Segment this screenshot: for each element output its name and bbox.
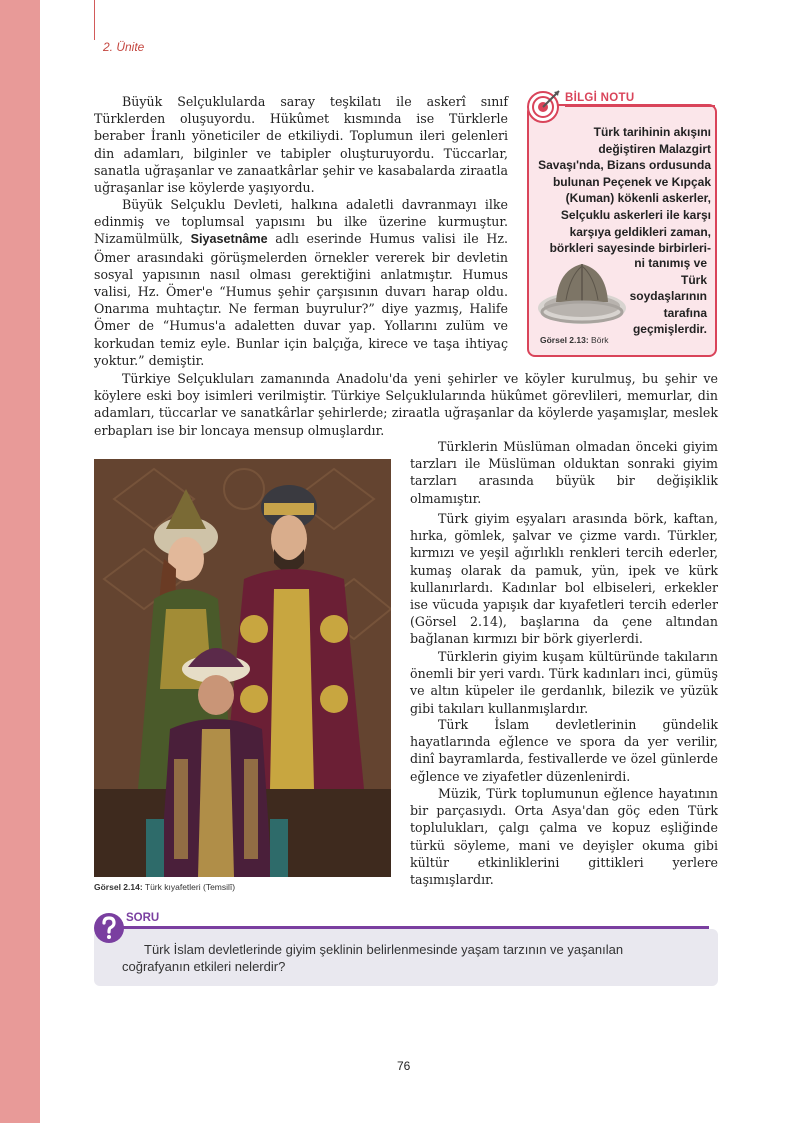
- info-note-title: BİLGİ NOTU: [565, 92, 635, 104]
- nizam-text-1: Büyük Selçuklu Devleti, halkına adaletli davranmayı ilke edinmiş ve toplumsal yapısını bu ilke üzerine kurmuştur. Nizamülmülk,: [94, 197, 508, 247]
- hat-caption-label: Görsel 2.13:: [540, 335, 589, 345]
- question-rule: [115, 926, 709, 929]
- hat-caption-text: Börk: [591, 335, 609, 345]
- page-number: 76: [397, 1059, 411, 1073]
- header-rule: [94, 0, 95, 40]
- paragraph-muzik: Müzik, Türk toplumunun eğlence hayatının bir parçasıydı. Orta Asya'dan göç eden Türk toplulukları, çalgı çalma ve kopuz eşliğinde türkü söyleme, mani ve deyişler okuma gibi kültür etkinliklerini gittikleri yerlere taşımışlardır.: [410, 786, 718, 888]
- paragraph-giyim-tarzi: Türklerin Müslüman olmadan önceki giyim tarzları ile Müslüman olduktan sonraki giyim tarzları arasında büyük bir değişiklik olmamıştır.: [410, 439, 718, 506]
- info-note-text-continued: ni tanımış ve Türk soydaşlarının tarafına geçmişlerdir.: [629, 256, 707, 337]
- nizam-text-2: adlı eserinde Humus valisi ile Hz. Ömer arasındaki görüşmelerden örnekler vererek bir devletin sosyal yapısının nasıl olması gerektiğini anlatmıştır. Humus valisi, Hz. Ömer'e “Humus şehir çarşısının duvarı harap oldu. Onarıma muhtaçtır. Ne ferman buyrulur?” diye yazmış, Halife Ömer de “Humus'a adaletten duvar yap. Yollarını zulüm ve korkudan temiz eyle. Bunlar için balçığa, kirece ve taşa ihtiyaç yoktur.” demiştir.: [94, 231, 508, 368]
- target-icon: [526, 88, 562, 124]
- paragraph-giyim-esyalari: Türk giyim eşyaları arasında börk, kaftan, hırka, gömlek, şalvar ve çizme vardı. Türkler, kırmızı ve yeşil ağırlıklı renkleri tercih ederler, kumaş olarak da pamuk, yün, ipek ve kürk kullanırlardı. Kadınlar bol elbiseleri, erkekler ise vücuda yapışık dar kıyafetleri tercih ederler (Görsel 2.14), başlarına da çene altından bağlanan kırmızı bir börk giyerlerdi.: [410, 511, 718, 647]
- paragraph-saray: Büyük Selçuklularda saray teşkilatı ile askerî sınıf Türklerden oluşuyordu. Hükûmet kısmında ise Türklerle beraber İranlı yöneticiler de etkiliydi. Toplumun ileri gelenleri din adamları, bilginler ve tabipler oluşturuyordu. Tüccarlar, sanatla uğraşanlar ve zanaatkârlar şehir ve kasabalarda ziraatla uğraşanlar ise köylerde yaşıyordu.: [94, 94, 508, 196]
- siyasetname-term: Siyasetnâme: [190, 232, 268, 247]
- page-margin-band: [0, 0, 40, 1123]
- question-text-line2: coğrafyanın etkileri nelerdir?: [122, 959, 286, 974]
- question-mark-icon: [93, 910, 125, 946]
- question-title: SORU: [126, 912, 160, 924]
- photo-caption-text: Türk kıyafetleri (Temsilî): [144, 882, 236, 892]
- photo-caption: [94, 882, 235, 892]
- paragraph-takilar: Türklerin giyim kuşam kültüründe takıların önemli bir yeri vardı. Türk kadınları inci, gümüş ve altın küpeler ile gerdanlık, bilezik ve yüzük gibi takıları kullanmışlardır.: [410, 649, 718, 716]
- paragraph-turkiye-selcuklu: Türkiye Selçukluları zamanında Anadolu'da yeni şehirler ve köyler kurulmuş, bu şehir ve köylere eski boy isimleri verilmiştir. Türkiye Selçuklularında hükûmet görevlileri, memurlar, din adamları, tüccarlar ve sanatkârlar şehirlerde; ziraatla uğraşanlar da köylerde yaşamışlar, meslek erbapları ise bir loncaya mensup olmuşlardır.: [94, 371, 718, 438]
- turkish-costume-photo: [94, 459, 391, 877]
- unit-label: 2. Ünite: [103, 40, 145, 54]
- info-note-text: Türk tarihinin akışını değiştiren Malazgirt Savaşı'nda, Bizans ordusunda bulunan Peçenek ve Kıpçak (Kuman) kökenli askerler, Selçuklu askerleri ile karşı karşıya geldikleri zaman, börkleri sayesinde birbirleri-: [538, 125, 711, 256]
- info-note-rule: [565, 105, 715, 107]
- bork-hat-image: [536, 258, 628, 330]
- photo-caption-label: Görsel 2.14:: [94, 882, 143, 892]
- hat-caption: [540, 335, 609, 345]
- question-text-line1: Türk İslam devletlerinde giyim şeklinin belirlenmesinde yaşam tarzının ve yaşanılan: [144, 942, 624, 957]
- paragraph-nizamulmulk: [94, 196, 508, 369]
- paragraph-eglence: Türk İslam devletlerinin gündelik hayatlarında eğlence ve spora da yer verilir, dinî bayramlarda, festivallerde ve özel günlerde eğlence ve ziyafetler düzenlenirdi.: [410, 717, 718, 784]
